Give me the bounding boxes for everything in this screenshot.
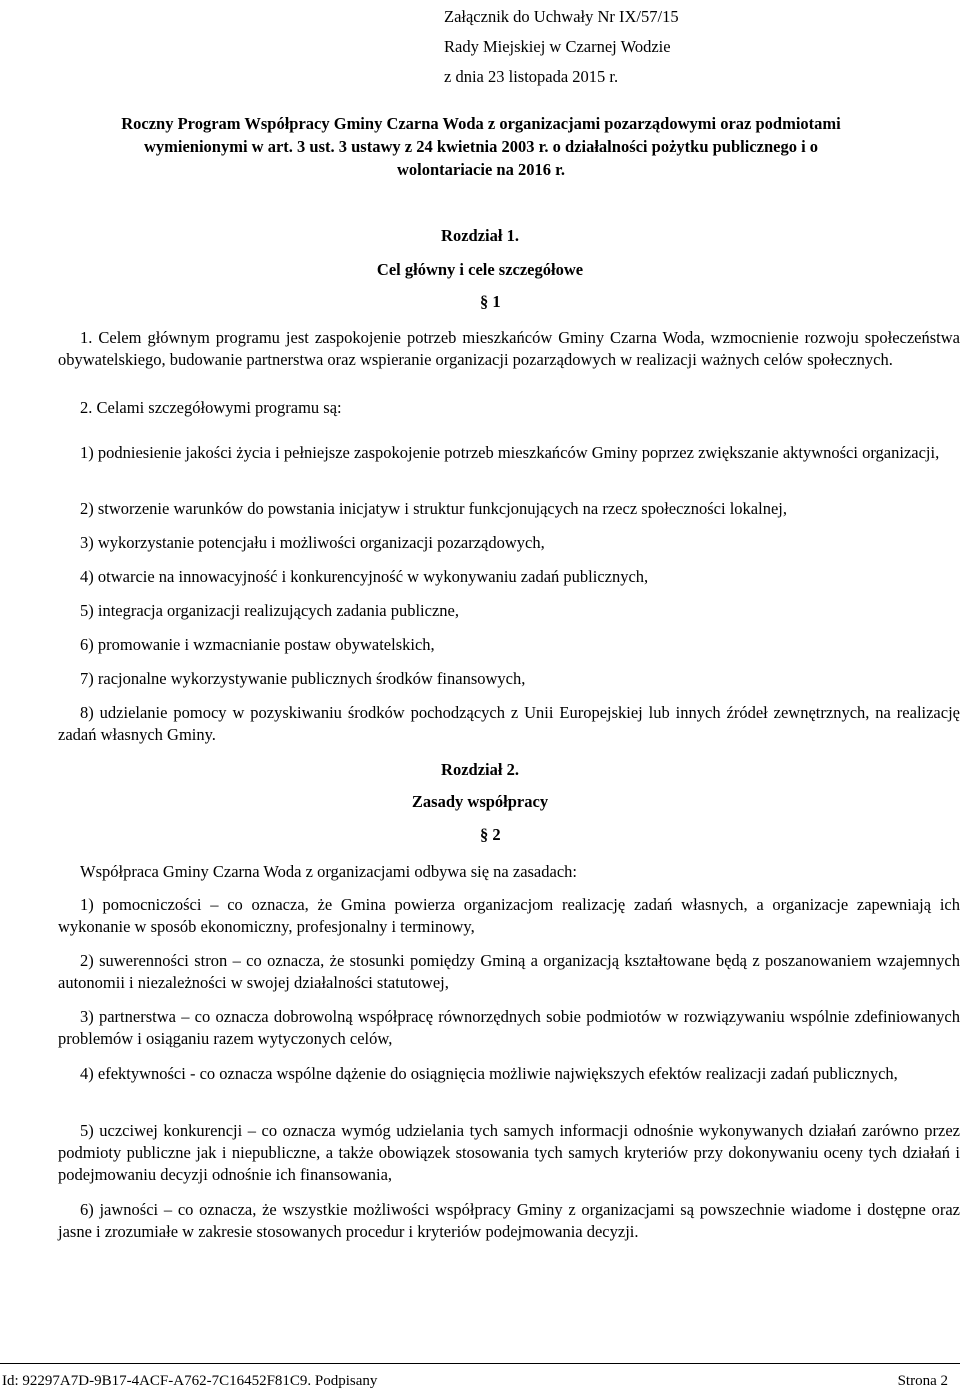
annex-header <box>444 2 844 92</box>
footer-divider <box>0 1363 960 1364</box>
paragraph-principles-intro: Współpraca Gminy Czarna Woda z organizacjami odbywa się na zasadach: <box>80 862 577 881</box>
list-item: 6) jawności – co oznacza, że wszystkie możliwości współpracy Gminy z organizacjami są powszechnie wiadome i dostępne oraz jasne i zrozumiałe w zakresie stosowanych procedur i kryteriów podejmowania decyzji. <box>58 1200 960 1241</box>
list-item: 7) racjonalne wykorzystywanie publicznych środków finansowych, <box>80 669 526 688</box>
list-item: 4) efektywności - co oznacza wspólne dążenie do osiągnięcia możliwie największych efektów realizacji zadań publicznych, <box>80 1064 898 1083</box>
paragraph-main-goal: 1. Celem głównym programu jest zaspokojenie potrzeb mieszkańców Gminy Czarna Woda, wzmocnienie rozwoju społeczeństwa obywatelskiego, budowanie partnerstwa oraz wspieranie organizacji pozarządowych w realizacji ważnych celów społecznych. <box>58 328 960 369</box>
list-item: 3) wykorzystanie potencjału i możliwości organizacji pozarządowych, <box>80 533 545 552</box>
document-title <box>58 112 904 181</box>
chapter-1-heading: Rozdział 1. <box>441 226 519 245</box>
annex-line: z dnia 23 listopada 2015 r. <box>444 67 619 86</box>
list-item: 1) podniesienie jakości życia i pełniejsze zaspokojenie potrzeb mieszkańców Gminy poprzez zwiększanie aktywności organizacji, <box>80 443 940 462</box>
page-number: Strona 2 <box>897 1373 948 1389</box>
list-item: 5) uczciwej konkurencji – co oznacza wymóg udzielania tych samych informacji odnośnie wykonywanych działań zarówno przez podmioty publiczne jak i niepubliczne, a także obowiązek stosowania tych samych kryteriów przy dokonywaniu oceny tych działań i podejmowaniu decyzji odnośnie ich finansowania, <box>58 1121 960 1184</box>
list-item: 2) stworzenie warunków do powstania inicjatyw i struktur funkcjonujących na rzecz społeczności lokalnej, <box>80 499 787 518</box>
section-number: 1 <box>492 292 501 311</box>
title-line: wymienionymi w art. 3 ust. 3 ustawy z 24 kwietnia 2003 r. o działalności pożytku publicznego i o <box>143 137 819 156</box>
list-item: 4) otwarcie na innowacyjność i konkurencyjność w wykonywaniu zadań publicznych, <box>80 567 649 586</box>
section-mark-1: § 1 <box>480 292 501 311</box>
section-mark-2: § 2 <box>480 825 501 844</box>
title-line: Roczny Program Współpracy Gminy Czarna Woda z organizacjami pozarządowymi oraz podmiotami <box>121 114 841 133</box>
chapter-1-subheading: Cel główny i cele szczegółowe <box>376 260 584 279</box>
list-item: 5) integracja organizacji realizujących zadania publiczne, <box>80 601 459 620</box>
paragraph-specific-goals: 2. Celami szczegółowymi programu są: <box>80 398 342 417</box>
list-item: 8) udzielanie pomocy w pozyskiwaniu środków pochodzących z Unii Europejskiej lub innych źródeł zewnętrznych, na realizację zadań własnych Gminy. <box>58 703 960 744</box>
list-item: 1) pomocniczości – co oznacza, że Gmina powierza organizacjom realizację zadań własnych, a organizacje zapewniają ich wykonanie w sposób ekonomiczny, profesjonalny i terminowy, <box>58 895 960 936</box>
list-item: 3) partnerstwa – co oznacza dobrowolną współpracę równorzędnych sobie podmiotów w rozwiązywaniu wspólnie zdefiniowanych problemów i osiąganiu razem wytyczonych celów, <box>58 1007 960 1048</box>
annex-line: Rady Miejskiej w Czarnej Wodzie <box>444 37 671 56</box>
section-number: 2 <box>492 825 501 844</box>
document-id: Id: 92297A7D-9B17-4ACF-A762-7C16452F81C9. Podpisany <box>2 1373 378 1389</box>
chapter-2-heading: Rozdział 2. <box>441 760 519 779</box>
title-line: wolontariacie na 2016 r. <box>396 160 566 179</box>
chapter-2-subheading: Zasady współpracy <box>411 792 549 811</box>
list-item: 6) promowanie i wzmacnianie postaw obywatelskich, <box>80 635 435 654</box>
annex-line: Załącznik do Uchwały Nr IX/57/15 <box>444 7 679 26</box>
list-item: 2) suwerenności stron – co oznacza, że stosunki pomiędzy Gminą a organizacją kształtowane będą z poszanowaniem wzajemnych autonomii i niezależności w swojej działalności statutowej, <box>58 951 960 992</box>
